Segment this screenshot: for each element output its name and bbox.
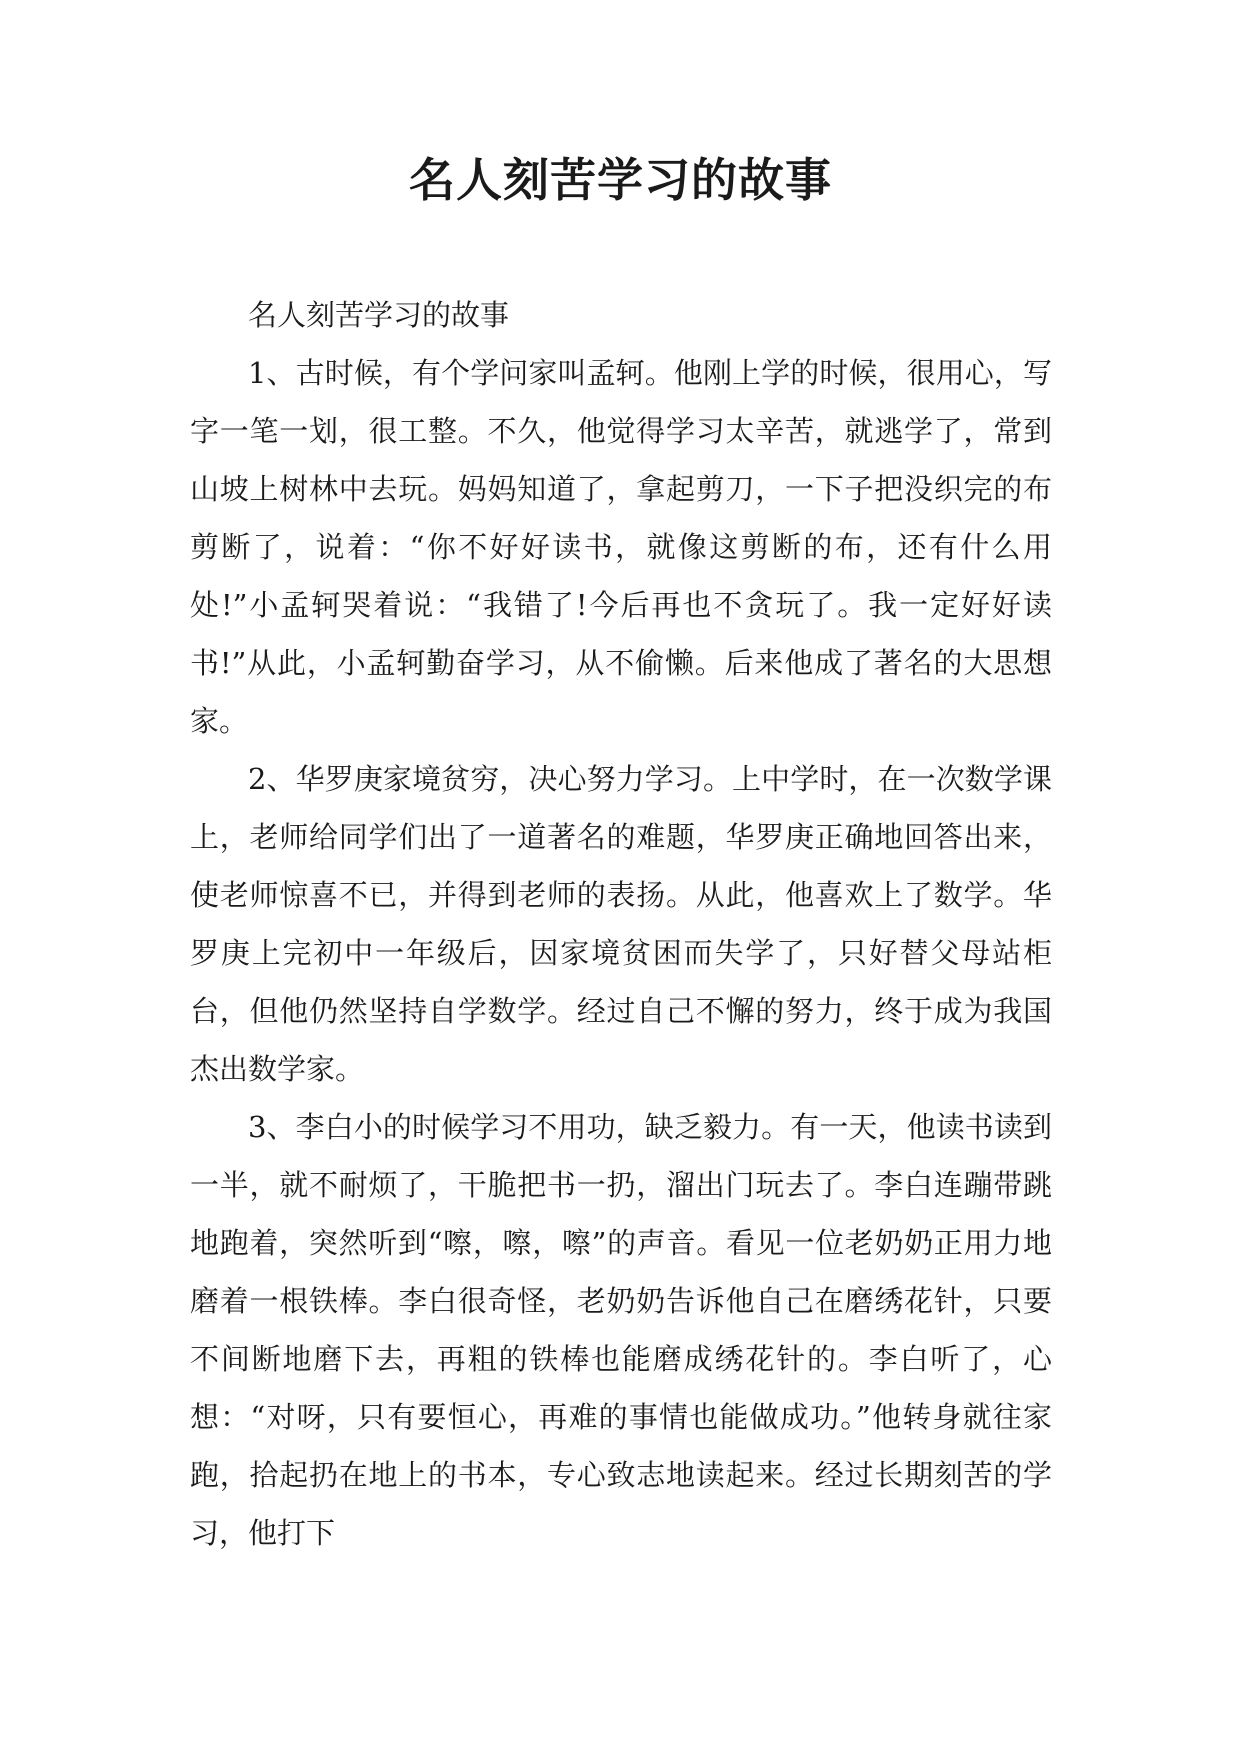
document-title: 名人刻苦学习的故事 bbox=[409, 153, 832, 207]
document-body bbox=[190, 286, 1052, 1562]
paragraph-story-3: 3、李白小的时候学习不用功，缺乏毅力。有一天，他读书读到一半，就不耐烦了，干脆把书一扔，溜出门玩去了。李白连蹦带跳地跑着，突然听到“嚓，嚓，嚓”的声音。看见一位老奶奶正用力地磨着一根铁棒。李白很奇怪，老奶奶告诉他自己在磨绣花针，只要不间断地磨下去，再粗的铁棒也能磨成绣花针的。李白听了，心想：“对呀，只有要恒心，再难的事情也能做成功。”他转身就往家跑，拾起扔在地上的书本，专心致志地读起来。经过长期刻苦的学习，他打下 bbox=[190, 1110, 1052, 1550]
paragraph-subtitle: 名人刻苦学习的故事 bbox=[248, 298, 510, 332]
paragraph-story-2: 2、华罗庚家境贫穷，决心努力学习。上中学时，在一次数学课上，老师给同学们出了一道著名的难题，华罗庚正确地回答出来，使老师惊喜不已，并得到老师的表扬。从此，他喜欢上了数学。华罗庚上完初中一年级后，因家境贫困而失学了，只好替父母站柜台，但他仍然坚持自学数学。经过自己不懈的努力，终于成为我国杰出数学家。 bbox=[190, 762, 1052, 1086]
paragraph-story-1: 1、古时候，有个学问家叫孟轲。他刚上学的时候，很用心，写字一笔一划，很工整。不久，他觉得学习太辛苦，就逃学了，常到山坡上树林中去玩。妈妈知道了，拿起剪刀，一下子把没织完的布剪断了，说着：“你不好好读书，就像这剪断的布，还有什么用处!”小孟轲哭着说：“我错了!今后再也不贪玩了。我一定好好读书!”从此，小孟轲勤奋学习，从不偷懒。后来他成了著名的大思想家。 bbox=[190, 356, 1052, 738]
